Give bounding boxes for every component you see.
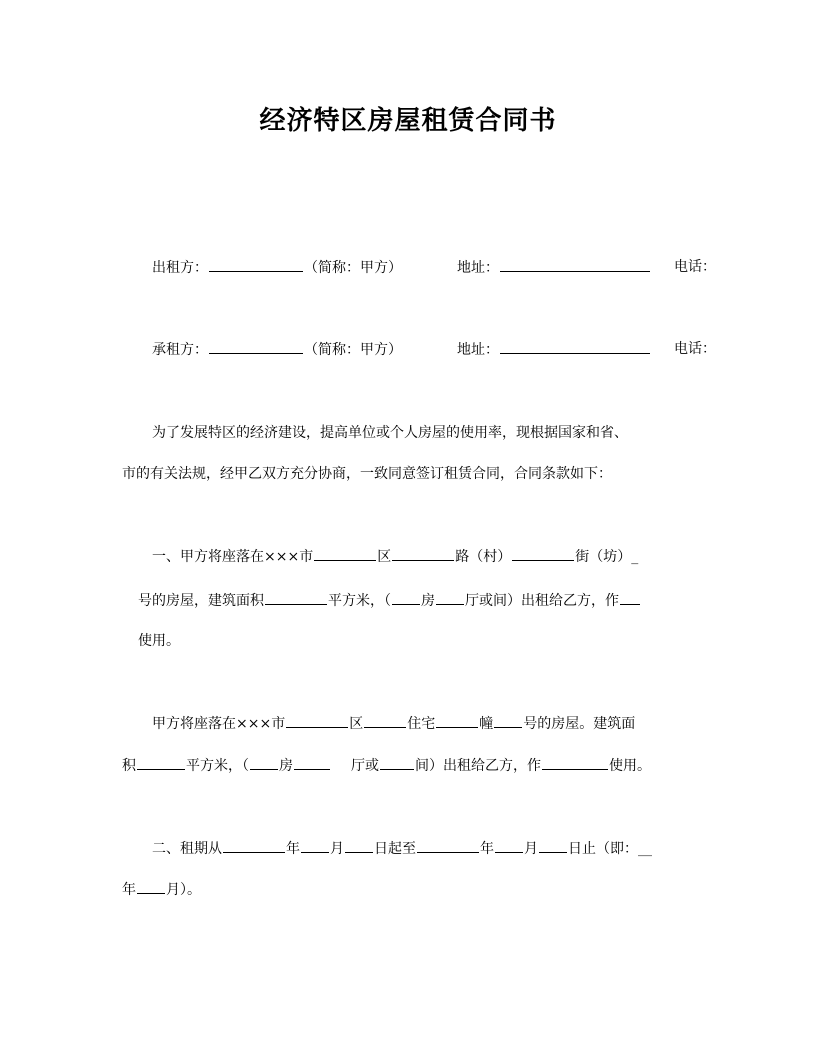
- clause2-text: 二、租期从: [152, 841, 222, 857]
- area-blank: [137, 755, 185, 770]
- clause1-text: 号的房屋，建筑面积: [138, 593, 264, 609]
- clause1b-text: 号的房屋。建筑面: [523, 716, 636, 732]
- clause2-text: 日起至: [374, 841, 416, 857]
- clause1b-text: 区: [349, 716, 364, 732]
- end-month-blank: [495, 838, 523, 853]
- lessor-line: [152, 257, 402, 278]
- lessee-line: [152, 339, 402, 360]
- building-blank: [436, 713, 478, 728]
- rooms-blank: [392, 590, 420, 605]
- district-blank: [286, 713, 348, 728]
- clause1-text: 平方米，（: [328, 593, 391, 609]
- usage-blank: [620, 590, 640, 605]
- number-blank: [494, 713, 522, 728]
- clause2-text: 月）。: [166, 882, 201, 898]
- lessor-address-label: 地址：: [457, 260, 499, 276]
- clause2-text: 年: [122, 882, 136, 898]
- clause1-line-1: [152, 546, 638, 567]
- street-blank: [512, 546, 574, 561]
- clause1-text: 房: [421, 593, 435, 609]
- halls-blank: [436, 590, 464, 605]
- start-month-blank: [301, 838, 329, 853]
- clause2-text: 年: [480, 841, 494, 857]
- units-blank: [380, 755, 414, 770]
- end-day-blank: [539, 838, 567, 853]
- lessor-phone-label: 电话：: [674, 259, 716, 275]
- lessor-alias: （简称：甲方）: [304, 260, 402, 276]
- preamble-line-2: 市的有关法规，经甲乙双方充分协商，一致同意签订租赁合同，合同条款如下：: [122, 466, 612, 482]
- clause1-text: 路（村）: [455, 549, 512, 565]
- lessee-alias: （简称：甲方）: [304, 342, 402, 358]
- end-year-blank: [417, 838, 479, 853]
- clause2-line-2: [122, 879, 201, 900]
- clause1-line-2: [138, 590, 641, 611]
- preamble-line-1: 为了发展特区的经济建设，提高单位或个人房屋的使用率，现根据国家和省、: [152, 425, 628, 441]
- lessee-phone-label: 电话：: [674, 341, 716, 357]
- term-month-blank: [137, 879, 165, 894]
- start-day-blank: [345, 838, 373, 853]
- clause1b-text: 平方米，（: [186, 758, 249, 774]
- lessee-address: [457, 339, 651, 360]
- lessee-label: 承租方：: [152, 342, 208, 358]
- clause1b-text: 间）出租给乙方，作: [415, 758, 541, 774]
- clause1b-line-2: [122, 755, 651, 776]
- lessee-address-label: 地址：: [457, 342, 499, 358]
- lessor-address-blank: [500, 257, 650, 272]
- lessee-name-blank: [209, 339, 303, 354]
- clause2-text: 日止（即：__: [568, 841, 652, 857]
- clause2-text: 月: [330, 841, 344, 857]
- clause1b-text: 积: [122, 758, 136, 774]
- clause1b-text: 甲方将座落在×××市: [152, 716, 286, 732]
- clause1-text: 区: [377, 549, 392, 565]
- clause1-text: 厅或间）出租给乙方，作: [465, 593, 619, 609]
- clause2-text: 年: [286, 841, 300, 857]
- lessee-address-blank: [500, 339, 650, 354]
- clause1b-line-1: [152, 713, 635, 734]
- clause2-line-1: [152, 838, 652, 859]
- clause1b-text: 使用。: [609, 758, 651, 774]
- rooms-blank: [250, 755, 278, 770]
- lessor-address: [457, 257, 651, 278]
- clause1-text: 街（坊）_: [575, 549, 639, 565]
- clause2-text: 月: [524, 841, 538, 857]
- area-blank: [265, 590, 327, 605]
- clause1-text: 一、甲方将座落在×××市: [152, 549, 314, 565]
- start-year-blank: [223, 838, 285, 853]
- district-blank: [314, 546, 376, 561]
- clause1b-text: 房: [279, 758, 293, 774]
- clause1b-text: 厅或: [351, 758, 379, 774]
- clause1b-text: 住宅: [407, 716, 436, 732]
- usage-blank: [542, 755, 608, 770]
- residence-blank: [364, 713, 406, 728]
- lessor-name-blank: [209, 257, 303, 272]
- clause1-line-3: 使用。: [138, 633, 180, 649]
- road-blank: [392, 546, 454, 561]
- document-title: 经济特区房屋租赁合同书: [259, 106, 557, 136]
- clause1b-text: 幢: [479, 716, 494, 732]
- lessor-label: 出租方：: [152, 260, 208, 276]
- halls-blank: [294, 755, 330, 770]
